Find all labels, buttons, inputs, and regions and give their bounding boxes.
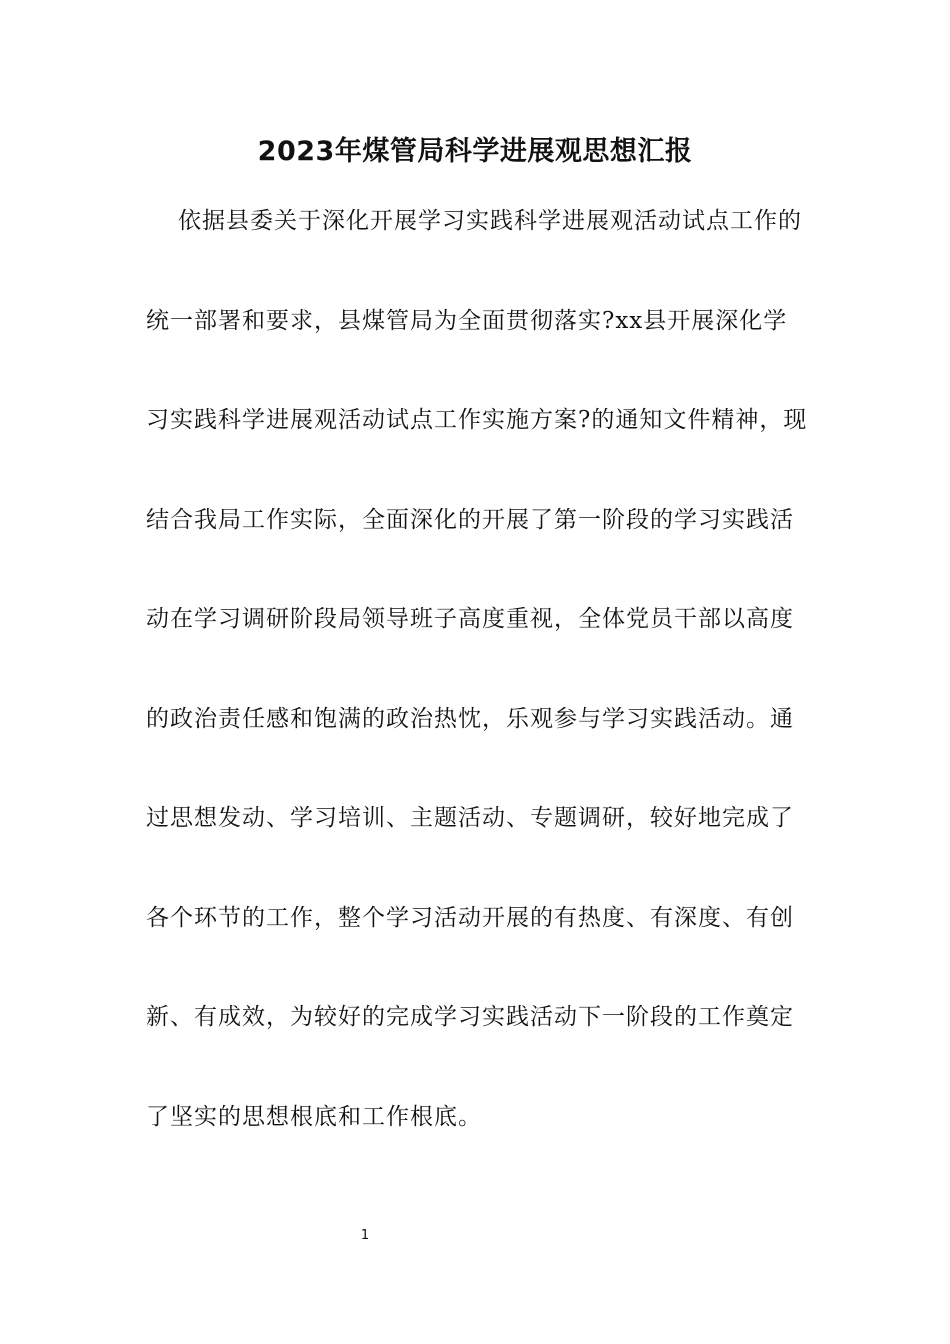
body-line: 新、有成效，为较好的完成学习实践活动下一阶段的工作奠定 [146,1004,794,1030]
body-line: 各个环节的工作，整个学习活动开展的有热度、有深度、有创 [146,904,794,931]
body-line: 了坚实的思想根底和工作根底。 [146,1103,482,1130]
body-line: 过思想发动、学习培训、主题活动、专题调研，较好地完成了 [146,805,794,831]
body-line: 统一部署和要求，县煤管局为全面贯彻落实?xx县开展深化学 [146,307,788,334]
body-line: 结合我局工作实际，全面深化的开展了第一阶段的学习实践活 [146,506,794,533]
body-line: 的政治责任感和饱满的政治热忱，乐观参与学习实践活动。通 [146,705,794,732]
body-line: 习实践科学进展观活动试点工作实施方案?的通知文件精神，现 [146,407,808,433]
document-body [146,198,816,1193]
body-line: 依据县委关于深化开展学习实践科学进展观活动试点工作的 [178,208,802,234]
document-title: 2023年煤管局科学进展观思想汇报 [257,136,693,167]
body-line: 动在学习调研阶段局领导班子高度重视，全体党员干部以高度 [146,606,794,632]
page-number: 1 [360,1228,370,1243]
